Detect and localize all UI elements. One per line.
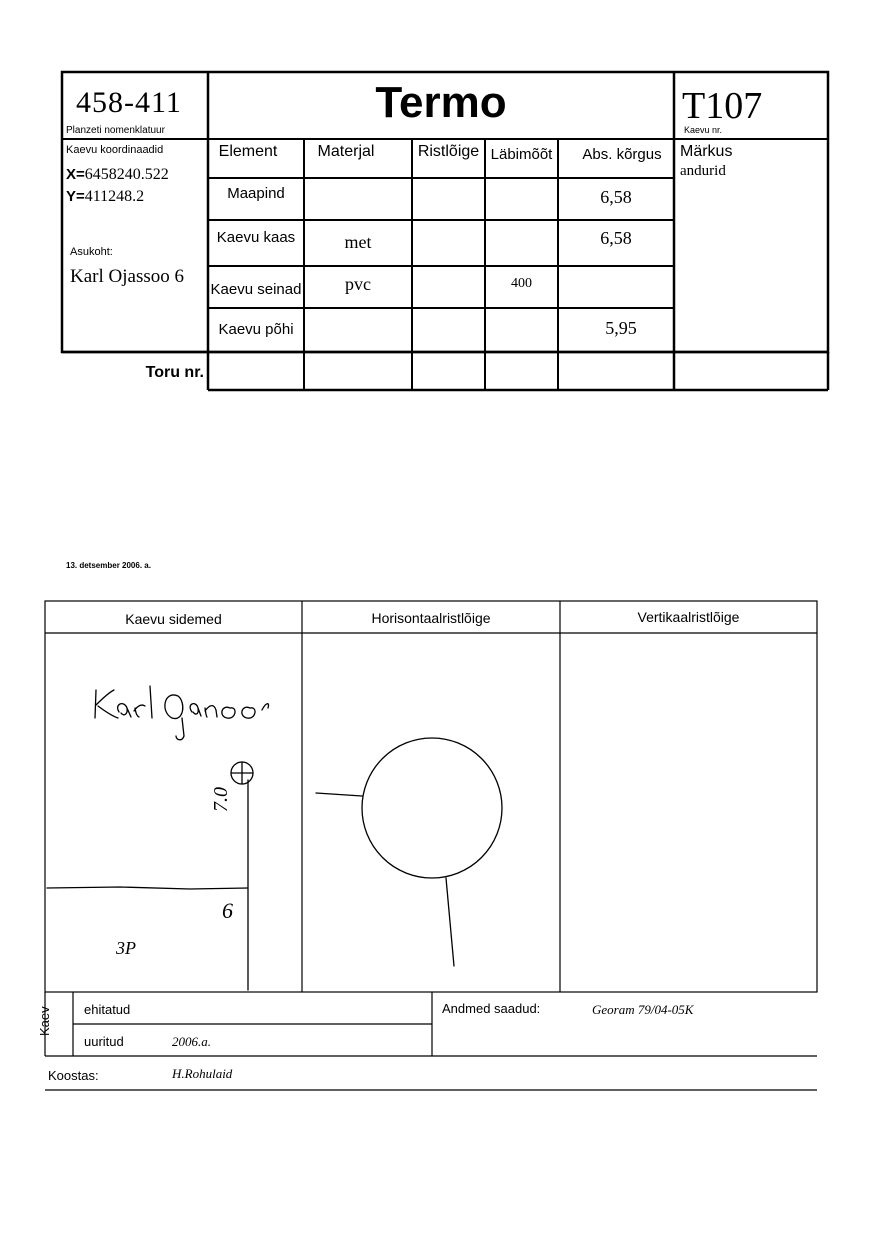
header-material: Materjal: [317, 143, 375, 160]
row-diameter: 400: [511, 276, 532, 291]
source-value: Georam 79/04-05K: [592, 1002, 694, 1017]
row-height: 5,95: [605, 318, 637, 338]
well-id: T107: [682, 85, 763, 127]
sketch-header-vertical: Vertikaalristlõige: [637, 609, 740, 625]
source-label: Andmed saadud:: [442, 1001, 541, 1016]
header-element: Element: [218, 143, 278, 160]
sketch-distance: 7.0: [210, 787, 232, 812]
y-prefix: Y=: [66, 188, 85, 205]
plan-code: 458-411: [76, 86, 182, 119]
row-element: Kaevu seinad: [210, 281, 302, 298]
note-value: andurid: [680, 163, 726, 179]
x-prefix: X=: [66, 166, 85, 183]
header-height: Abs. kõrgus: [582, 146, 662, 163]
page-title: Termo: [375, 78, 507, 127]
x-value: 6458240.522: [84, 166, 169, 183]
author-label: Koostas:: [48, 1068, 99, 1083]
x-coordinate: [66, 166, 169, 184]
location-label: Asukoht:: [70, 246, 113, 258]
surveyed-label: uuritud: [84, 1034, 124, 1049]
handwritten-street: [94, 678, 255, 712]
row-element: Maapind: [227, 185, 285, 202]
row-material: met: [344, 232, 372, 252]
sketch-house-number: 6: [222, 898, 233, 923]
author-value: H.Rohulaid: [172, 1066, 233, 1081]
plan-label: Planzeti nomenklatuur: [66, 125, 165, 136]
row-height: 6,58: [600, 228, 632, 248]
sketch-header-horizontal: Horisontaalristlõige: [371, 610, 491, 626]
y-value: 411248.2: [84, 188, 145, 205]
row-height: 6,58: [600, 187, 632, 207]
row-material: pvc: [345, 274, 371, 294]
well-label: Kaevu nr.: [684, 125, 723, 135]
built-label: ehitatud: [84, 1002, 131, 1017]
coordinates-label: Kaevu koordinaadid: [66, 144, 164, 156]
pipe-label: Toru nr.: [145, 364, 204, 381]
sketch-marker: 3P: [116, 938, 136, 958]
sketch-header-links: Kaevu sidemed: [125, 611, 222, 627]
surveyed-value: 2006.a.: [172, 1034, 211, 1049]
footer-side-label: Kaev: [37, 1006, 52, 1036]
header-cross-section: Ristlõige: [417, 143, 480, 160]
document-date: 13. detsember 2006. a.: [66, 561, 151, 570]
location-value: Karl Ojassoo 6: [70, 266, 184, 287]
row-element: Kaevu põhi: [218, 321, 294, 338]
header-note: Märkus: [680, 143, 733, 160]
horizontal-section-sketch: [316, 738, 502, 966]
sketch-frame: [45, 601, 817, 992]
location-sketch: [47, 686, 269, 990]
row-element: Kaevu kaas: [216, 229, 296, 246]
header-diameter: Läbimõõt: [490, 146, 553, 163]
y-coordinate: [66, 188, 144, 206]
